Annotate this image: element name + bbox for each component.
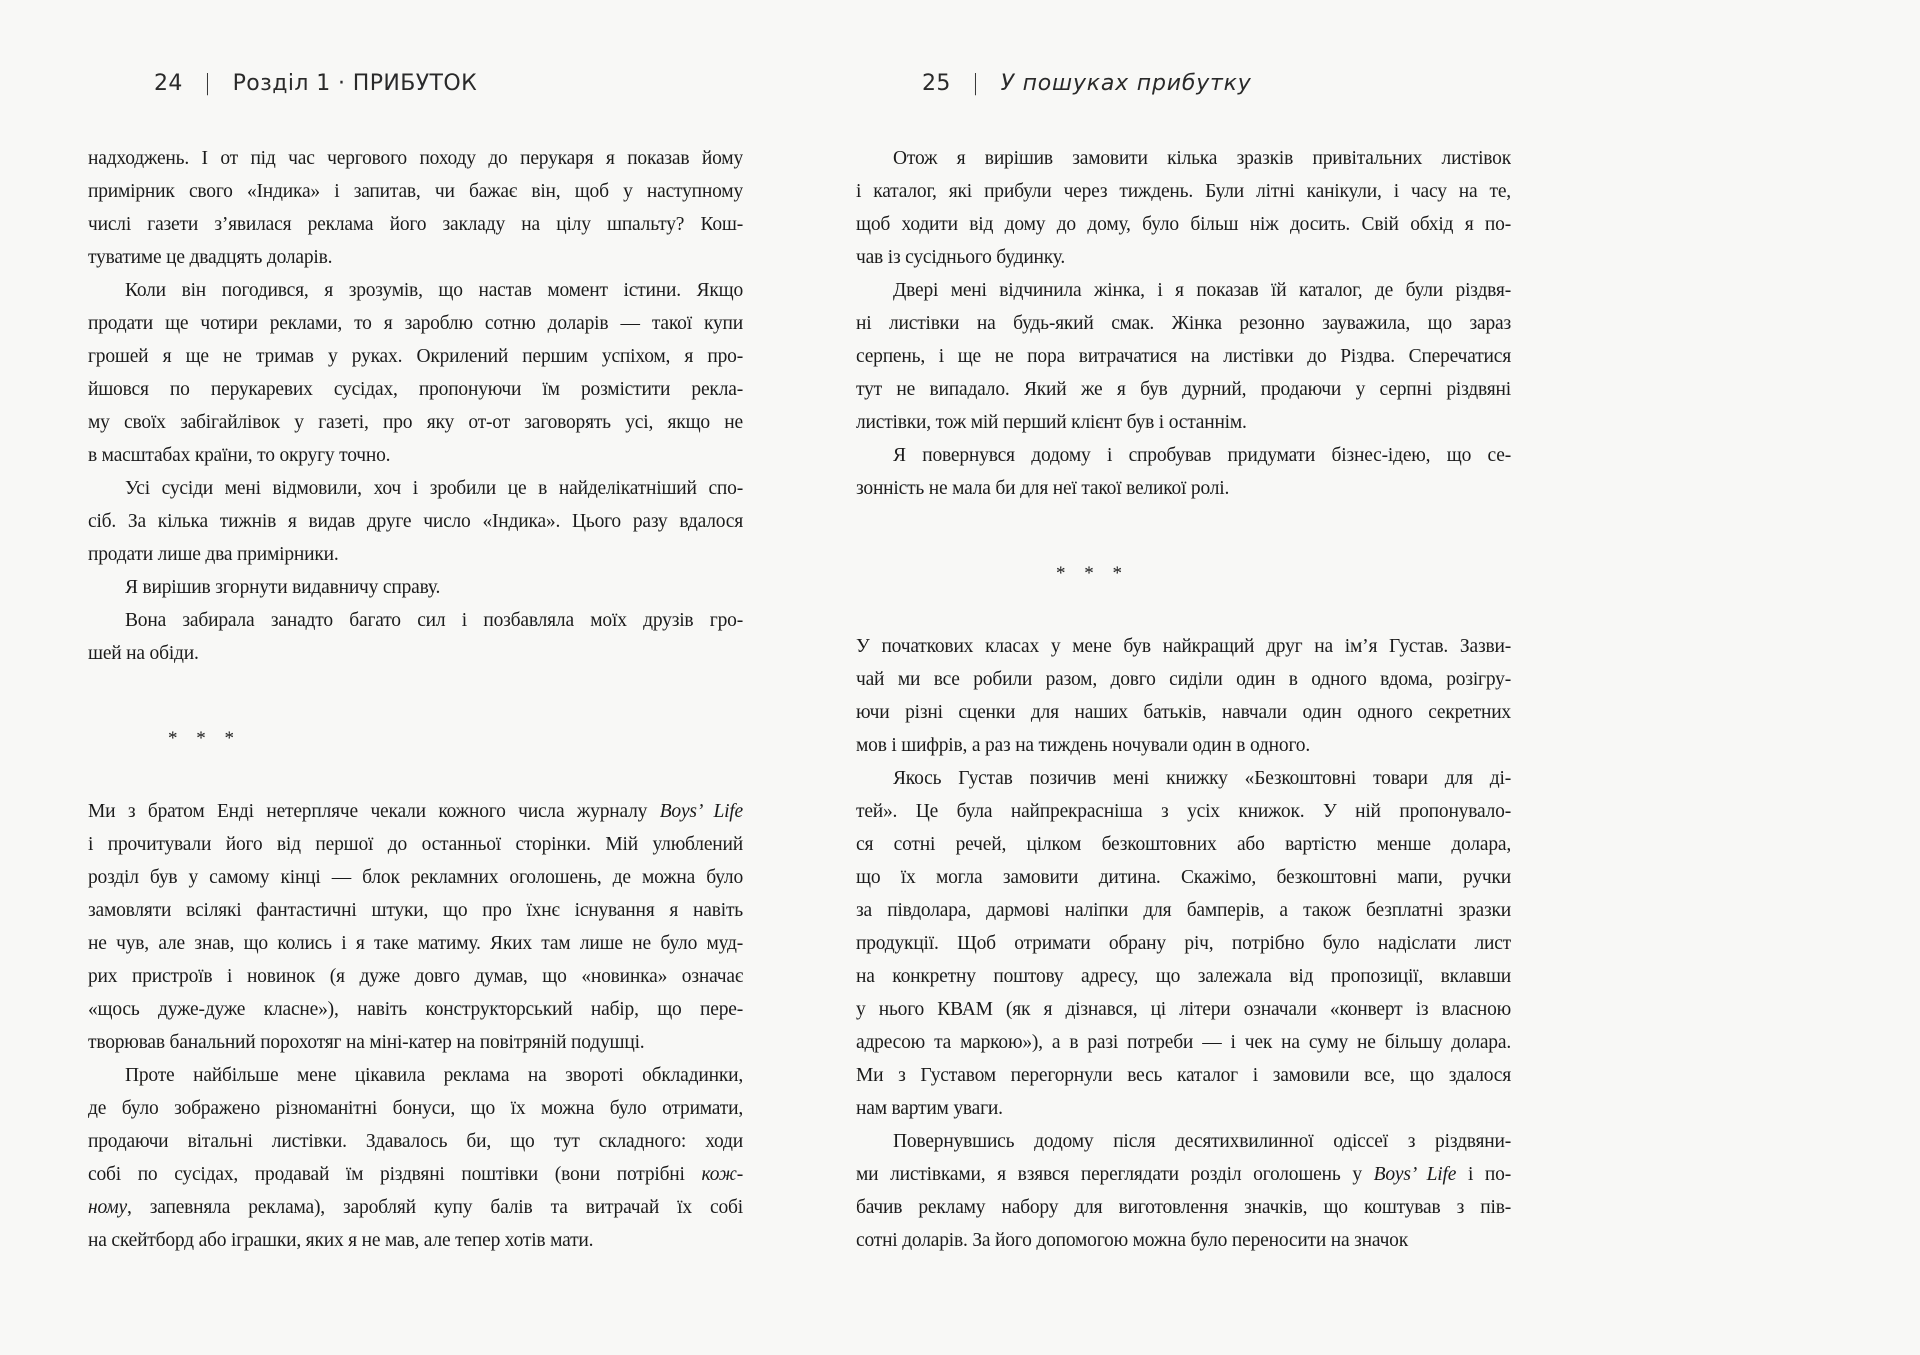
text-segment: примірник свого «Індика» і запитав, чи бажає він, щоб у наступному — [88, 181, 743, 202]
italic-text-segment: ному — [88, 1197, 127, 1218]
page-header — [154, 70, 477, 98]
text-line — [88, 1026, 743, 1059]
text-line — [856, 373, 1511, 406]
text-segment: Двері мені відчинила жінка, і я показав їй каталог, де були різдвя- — [893, 280, 1511, 301]
text-segment: У початкових класах у мене був найкращий друг на ім’я Густав. Зазви- — [856, 636, 1511, 657]
text-line — [856, 1059, 1511, 1092]
text-segment: ючи різні сценки для наших батьків, навчали один одного секретних — [856, 702, 1511, 723]
text-line — [856, 762, 1511, 795]
text-segment: рих пристроїв і новинок (я дуже довго думав, що «новинка» означає — [88, 966, 743, 987]
header-separator: | — [203, 71, 212, 96]
text-segment: Я вирішив згорнути видавничу справу. — [125, 577, 441, 598]
text-line — [856, 439, 1511, 472]
text-line — [88, 307, 743, 340]
paragraph — [856, 439, 1511, 505]
text-line — [88, 142, 743, 175]
text-line — [856, 241, 1511, 274]
text-segment: чай ми все робили разом, довго сиділи один в одного вдома, розігру- — [856, 669, 1511, 690]
text-segment: Якось Густав позичив мені книжку «Безкоштовні товари для ді- — [893, 768, 1511, 789]
text-segment: мов і шифрів, а раз на тиждень ночували один в одного. — [856, 735, 1310, 756]
section-divider: * * * — [168, 728, 241, 749]
text-line — [856, 927, 1511, 960]
text-line — [88, 1092, 743, 1125]
paragraph — [856, 274, 1511, 439]
text-segment: за півдолара, дармові наліпки для бамперів, а також безплатні зразки — [856, 900, 1511, 921]
text-line — [88, 828, 743, 861]
text-line — [88, 340, 743, 373]
text-line — [856, 795, 1511, 828]
text-segment: сотні доларів. За його допомогою можна було переносити на значок — [856, 1230, 1408, 1251]
text-segment: на конкретну поштову адресу, що залежала від пропозиції, вклавши — [856, 966, 1511, 987]
text-segment: ні листівки на будь-який смак. Жінка резонно зауважила, що зараз — [856, 313, 1511, 334]
text-line — [856, 1158, 1511, 1191]
text-segment: замовляти всілякі фантастичні штуки, що про їхнє існування я навіть — [88, 900, 743, 921]
text-line — [856, 960, 1511, 993]
text-line — [856, 1125, 1511, 1158]
page-left — [88, 0, 743, 1355]
text-segment: чав із сусіднього будинку. — [856, 247, 1066, 268]
text-segment: тут не випадало. Який же я був дурний, продаючи у серпні різдвяні — [856, 379, 1511, 400]
text-segment: собі по сусідах, продавай їм різдвяні поштівки (вони потрібні — [88, 1164, 702, 1185]
paragraph — [88, 274, 743, 472]
paragraph — [856, 630, 1511, 762]
text-line — [856, 208, 1511, 241]
text-segment: не чув, але знав, що колись і я таке матиму. Яких там лише не було муд- — [88, 933, 743, 954]
text-segment: Ми з Густавом перегорнули весь каталог і замовили все, що здалося — [856, 1065, 1511, 1086]
text-line — [88, 993, 743, 1026]
paragraph — [88, 571, 743, 604]
text-line — [88, 1224, 743, 1257]
text-segment: надходжень. І от під час чергового походу до перукаря я показав йому — [88, 148, 743, 169]
text-line — [88, 960, 743, 993]
text-segment: що їх могла замовити дитина. Скажімо, безкоштовні мапи, ручки — [856, 867, 1511, 888]
text-line — [88, 373, 743, 406]
text-segment: Повернувшись додому після десятихвилинної одіссеї з різдвяни- — [893, 1131, 1511, 1152]
text-line — [856, 729, 1511, 762]
italic-text-segment: Boys’ Life — [659, 801, 743, 822]
text-line — [88, 1158, 743, 1191]
text-segment: продати ще чотири реклами, то я зароблю сотню доларів — такої купи — [88, 313, 743, 334]
text-line — [856, 274, 1511, 307]
text-segment: листівки, тож мій перший клієнт був і останнім. — [856, 412, 1247, 433]
running-head: Розділ 1 · ПРИБУТОК — [232, 71, 478, 96]
text-segment: розділ був у самому кінці — блок рекламних оголошень, де можна було — [88, 867, 743, 888]
text-line — [88, 241, 743, 274]
text-line — [88, 208, 743, 241]
text-line — [856, 175, 1511, 208]
text-segment: продукції. Щоб отримати обрану річ, потрібно було надіслати лист — [856, 933, 1511, 954]
text-line — [88, 571, 743, 604]
text-segment: Я повернувся додому і спробував придумати бізнес-ідею, що се- — [893, 445, 1511, 466]
paragraph — [88, 795, 743, 1059]
text-segment: і по- — [1456, 1164, 1511, 1185]
paragraph — [856, 142, 1511, 274]
text-line — [856, 406, 1511, 439]
text-line — [88, 604, 743, 637]
paragraph — [856, 762, 1511, 1125]
text-segment: щоб ходити від дому до дому, було більш ніж досить. Свій обхід я по- — [856, 214, 1511, 235]
text-segment: серпень, і ще не пора витрачатися на листівки до Різдва. Сперечатися — [856, 346, 1511, 367]
text-segment: де було зображено різноманітні бонуси, що їх можна було отримати, — [88, 1098, 743, 1119]
text-line — [88, 538, 743, 571]
text-segment: Проте найбільше мене цікавила реклама на звороті обкладинки, — [125, 1065, 743, 1086]
text-line — [88, 927, 743, 960]
text-line — [856, 340, 1511, 373]
text-segment: в масштабах країни, то округу точно. — [88, 445, 391, 466]
text-segment: туватиме це двадцять доларів. — [88, 247, 333, 268]
text-segment: адресою та маркою»), а в разі потреби — і чек на суму не більшу долара. — [856, 1032, 1511, 1053]
text-segment: , запевняла реклама), заробляй купу балів та витрачай їх собі — [126, 1197, 743, 1218]
text-segment: тей». Це була найпрекрасніша з усіх книжок. У ній пропонувало- — [856, 801, 1511, 822]
text-line — [856, 1026, 1511, 1059]
text-segment: бачив рекламу набору для виготовлення значків, що коштував з пів- — [856, 1197, 1511, 1218]
paragraph — [88, 472, 743, 571]
page-body — [856, 142, 1511, 1257]
text-segment: Усі сусіди мені відмовили, хоч і зробили це в найделікатніший спо- — [125, 478, 743, 499]
header-separator: | — [971, 71, 980, 96]
text-line — [856, 663, 1511, 696]
text-segment: Отож я вирішив замовити кілька зразків привітальних листівок — [893, 148, 1511, 169]
paragraph — [88, 1059, 743, 1257]
text-line — [88, 1191, 743, 1224]
page-body — [88, 142, 743, 1257]
text-segment: Ми з братом Енді нетерпляче чекали кожного числа журналу — [88, 801, 660, 822]
text-segment: ми листівками, я взявся переглядати розділ оголошень у — [856, 1164, 1374, 1185]
text-line — [856, 861, 1511, 894]
text-line — [856, 472, 1511, 505]
text-segment: у нього КВАМ (як я дізнався, ці літери означали «конверт із власною — [856, 999, 1511, 1020]
text-line — [88, 795, 743, 828]
section-divider: * * * — [1056, 563, 1129, 584]
text-line — [88, 406, 743, 439]
text-segment: творював банальний порохотяг на міні-катер на повітряній подушці. — [88, 1032, 645, 1053]
text-line — [88, 894, 743, 927]
italic-text-segment: кож- — [701, 1164, 743, 1185]
running-head: У пошуках прибутку — [1000, 71, 1252, 96]
text-line — [88, 861, 743, 894]
paragraph — [88, 142, 743, 274]
text-segment: числі газети з’явилася реклама його закладу на цілу шпальту? Кош- — [88, 214, 743, 235]
text-line — [88, 472, 743, 505]
page-header — [922, 70, 1252, 98]
text-segment: йшовся по перукаревих сусідах, пропонуючи їм розмістити рекла- — [88, 379, 743, 400]
text-line — [88, 274, 743, 307]
text-segment: зонність не мала би для неї такої великої ролі. — [856, 478, 1230, 499]
text-segment: ся сотні речей, цілком безкоштовних або вартістю менше долара, — [856, 834, 1511, 855]
text-line — [88, 1059, 743, 1092]
text-segment: грошей я ще не тримав у руках. Окрилений першим успіхом, я про- — [88, 346, 743, 367]
text-line — [88, 505, 743, 538]
text-segment: і прочитували його від першої до останньої сторінки. Мій улюблений — [88, 834, 743, 855]
page-right — [856, 0, 1511, 1355]
text-segment: продати лише два примірники. — [88, 544, 339, 565]
text-line — [88, 1125, 743, 1158]
page-number: 25 — [922, 71, 951, 96]
text-line — [856, 828, 1511, 861]
italic-text-segment: Boys’ Life — [1373, 1164, 1457, 1185]
text-line — [856, 894, 1511, 927]
text-segment: продаючи вітальні листівки. Здавалось би, що тут складного: ходи — [88, 1131, 743, 1152]
text-segment: Коли він погодився, я зрозумів, що настав момент істини. Якщо — [125, 280, 743, 301]
text-line — [88, 439, 743, 472]
text-line — [856, 1092, 1511, 1125]
text-line — [856, 1224, 1511, 1257]
paragraph — [856, 1125, 1511, 1257]
text-segment: сіб. За кілька тижнів я видав друге число «Індика». Цього разу вдалося — [88, 511, 743, 532]
text-line — [856, 142, 1511, 175]
text-segment: Вона забирала занадто багато сил і позбавляла моїх друзів гро- — [125, 610, 743, 631]
text-segment: нам вартим уваги. — [856, 1098, 1003, 1119]
text-line — [856, 630, 1511, 663]
text-line — [856, 696, 1511, 729]
text-segment: шей на обіди. — [88, 643, 199, 664]
text-line — [856, 1191, 1511, 1224]
text-segment: му своїх забігайлівок у газеті, про яку от-от заговорять усі, якщо не — [88, 412, 743, 433]
text-segment: і каталог, які прибули через тиждень. Були літні канікули, і часу на те, — [856, 181, 1511, 202]
text-line — [88, 175, 743, 208]
text-line — [88, 637, 743, 670]
page-number: 24 — [154, 71, 183, 96]
text-segment: «щось дуже-дуже класне»), навіть конструкторський набір, що пере- — [88, 999, 743, 1020]
text-segment: на скейтборд або іграшки, яких я не мав, але тепер хотів мати. — [88, 1230, 594, 1251]
text-line — [856, 307, 1511, 340]
text-line — [856, 993, 1511, 1026]
paragraph — [88, 604, 743, 670]
